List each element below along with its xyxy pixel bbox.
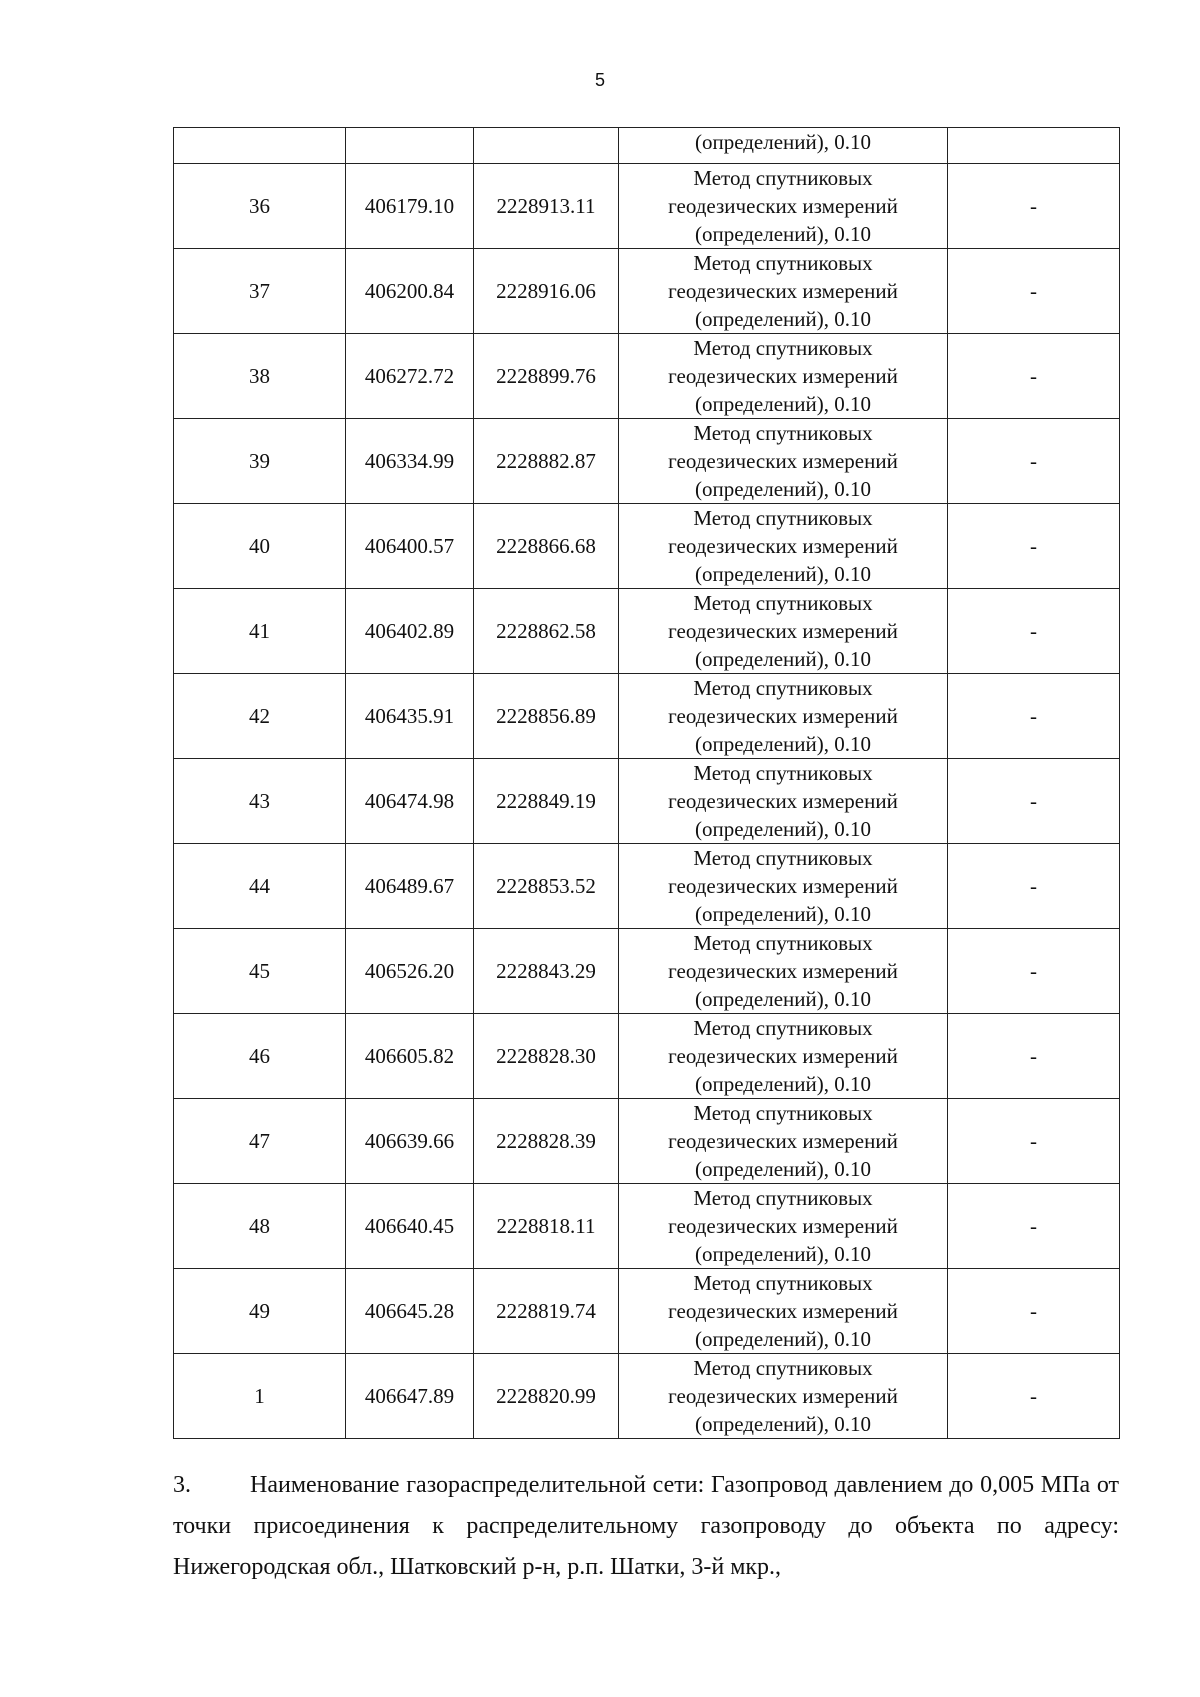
point-number-cell: 43 [174, 759, 346, 844]
description-cell: - [948, 589, 1120, 674]
point-number-cell: 46 [174, 1014, 346, 1099]
table-row [174, 419, 1120, 504]
point-number-cell: 37 [174, 249, 346, 334]
x-coordinate-cell: 406640.45 [346, 1184, 474, 1269]
method-line-2: геодезических измерений [668, 194, 898, 218]
coordinates-table-body [174, 128, 1120, 1439]
y-coordinate-cell: 2228818.11 [474, 1184, 619, 1269]
method-line-1: Метод спутниковых [693, 591, 873, 615]
point-number-cell: 36 [174, 164, 346, 249]
method-line-1: Метод спутниковых [693, 1271, 873, 1295]
method-line-3: (определений), 0.10 [694, 1242, 872, 1266]
method-cell [619, 1184, 948, 1269]
method-line-1: Метод спутниковых [693, 506, 873, 530]
method-line-1: Метод спутниковых [693, 931, 873, 955]
y-coordinate-cell: 2228862.58 [474, 589, 619, 674]
table-row [174, 1354, 1120, 1439]
method-cell [619, 164, 948, 249]
method-cell [619, 419, 948, 504]
table-row [174, 1099, 1120, 1184]
method-cell [619, 504, 948, 589]
x-coordinate-cell: 406435.91 [346, 674, 474, 759]
continuation-x-cell [346, 128, 474, 164]
y-coordinate-cell: 2228843.29 [474, 929, 619, 1014]
method-cell [619, 1099, 948, 1184]
y-coordinate-cell: 2228853.52 [474, 844, 619, 929]
y-coordinate-cell: 2228828.30 [474, 1014, 619, 1099]
description-cell: - [948, 759, 1120, 844]
point-number-cell: 49 [174, 1269, 346, 1354]
method-line-1: Метод спутниковых [693, 421, 873, 445]
method-cell [619, 1354, 948, 1439]
y-coordinate-cell: 2228882.87 [474, 419, 619, 504]
method-cell [619, 1269, 948, 1354]
point-number-cell: 40 [174, 504, 346, 589]
method-line-2: геодезических измерений [668, 1129, 898, 1153]
page-number: 5 [594, 70, 605, 90]
method-cell [619, 929, 948, 1014]
method-line-2: геодезических измерений [668, 789, 898, 813]
method-line-1: Метод спутниковых [693, 846, 873, 870]
method-line-2: геодезических измерений [668, 1214, 898, 1238]
x-coordinate-cell: 406605.82 [346, 1014, 474, 1099]
method-cell [619, 759, 948, 844]
method-line-2: геодезических измерений [668, 619, 898, 643]
method-line-2: геодезических измерений [668, 959, 898, 983]
description-cell: - [948, 164, 1120, 249]
x-coordinate-cell: 406272.72 [346, 334, 474, 419]
x-coordinate-cell: 406334.99 [346, 419, 474, 504]
table-row [174, 249, 1120, 334]
description-cell: - [948, 249, 1120, 334]
method-line-3: (определений), 0.10 [694, 1327, 872, 1351]
table-row [174, 1014, 1120, 1099]
method-line-2: геодезических измерений [668, 1044, 898, 1068]
section-number: 3. [173, 1472, 191, 1498]
y-coordinate-cell: 2228820.99 [474, 1354, 619, 1439]
x-coordinate-cell: 406179.10 [346, 164, 474, 249]
method-line-3: (определений), 0.10 [694, 307, 872, 331]
y-coordinate-cell: 2228916.06 [474, 249, 619, 334]
method-line-3: (определений), 0.10 [694, 1072, 872, 1096]
method-line-1: Метод спутниковых [693, 676, 873, 700]
description-cell: - [948, 674, 1120, 759]
continuation-row [174, 128, 1120, 164]
description-cell: - [948, 1269, 1120, 1354]
x-coordinate-cell: 406526.20 [346, 929, 474, 1014]
x-coordinate-cell: 406474.98 [346, 759, 474, 844]
description-cell: - [948, 504, 1120, 589]
method-cell [619, 1014, 948, 1099]
point-number-cell: 47 [174, 1099, 346, 1184]
method-line-3: (определений), 0.10 [694, 222, 872, 246]
section-text: Наименование газораспределительной сети: Газопровод давлением до 0,005 МПа от точки присоединения к распределительному газопроводу до объекта по адресу: Нижегородская обл., Шатковский р-н, р.п. Шатки, 3-й мкр., [173, 1472, 1119, 1580]
table-row [174, 759, 1120, 844]
method-line-1: Метод спутниковых [693, 1186, 873, 1210]
method-cell [619, 334, 948, 419]
point-number-cell: 41 [174, 589, 346, 674]
point-number-cell: 38 [174, 334, 346, 419]
x-coordinate-cell: 406647.89 [346, 1354, 474, 1439]
point-number-cell: 44 [174, 844, 346, 929]
description-cell: - [948, 1014, 1120, 1099]
method-line-3: (определений), 0.10 [694, 732, 872, 756]
table-row [174, 504, 1120, 589]
table-row [174, 929, 1120, 1014]
method-line-3: (определений), 0.10 [694, 562, 872, 586]
method-line-1: Метод спутниковых [693, 761, 873, 785]
method-line-1: Метод спутниковых [693, 336, 873, 360]
y-coordinate-cell: 2228828.39 [474, 1099, 619, 1184]
method-line-1: Метод спутниковых [693, 1356, 873, 1380]
continuation-y-cell [474, 128, 619, 164]
continuation-desc-cell [948, 128, 1120, 164]
x-coordinate-cell: 406400.57 [346, 504, 474, 589]
description-cell: - [948, 929, 1120, 1014]
x-coordinate-cell: 406639.66 [346, 1099, 474, 1184]
method-cell [619, 249, 948, 334]
method-line-2: геодезических измерений [668, 874, 898, 898]
method-line-3: (определений), 0.10 [694, 817, 872, 841]
y-coordinate-cell: 2228866.68 [474, 504, 619, 589]
section-3 [173, 1465, 1119, 1588]
method-line-3: (определений), 0.10 [694, 392, 872, 416]
table-row [174, 674, 1120, 759]
y-coordinate-cell: 2228899.76 [474, 334, 619, 419]
method-line-2: геодезических измерений [668, 279, 898, 303]
method-line-2: геодезических измерений [668, 1299, 898, 1323]
x-coordinate-cell: 406402.89 [346, 589, 474, 674]
method-cell [619, 844, 948, 929]
method-line-3: (определений), 0.10 [694, 1412, 872, 1436]
table-row [174, 589, 1120, 674]
point-number-cell: 1 [174, 1354, 346, 1439]
method-line-1: Метод спутниковых [693, 251, 873, 275]
table-row [174, 1269, 1120, 1354]
method-line-3: (определений), 0.10 [694, 987, 872, 1011]
point-number-cell: 45 [174, 929, 346, 1014]
description-cell: - [948, 1354, 1120, 1439]
y-coordinate-cell: 2228819.74 [474, 1269, 619, 1354]
method-line-1: Метод спутниковых [693, 1101, 873, 1125]
description-cell: - [948, 1184, 1120, 1269]
y-coordinate-cell: 2228913.11 [474, 164, 619, 249]
method-cell [619, 589, 948, 674]
method-line-2: геодезических измерений [668, 1384, 898, 1408]
x-coordinate-cell: 406645.28 [346, 1269, 474, 1354]
method-line-2: геодезических измерений [668, 364, 898, 388]
description-cell: - [948, 419, 1120, 504]
method-line-2: геодезических измерений [668, 704, 898, 728]
method-line-2: геодезических измерений [668, 534, 898, 558]
table-row [174, 334, 1120, 419]
continuation-method-cell: (определений), 0.10 [619, 128, 948, 164]
description-cell: - [948, 334, 1120, 419]
method-line-3: (определений), 0.10 [694, 1157, 872, 1181]
coordinates-table [173, 127, 1120, 1439]
table-row [174, 844, 1120, 929]
point-number-cell: 48 [174, 1184, 346, 1269]
method-line-1: Метод спутниковых [693, 1016, 873, 1040]
continuation-point-cell [174, 128, 346, 164]
y-coordinate-cell: 2228856.89 [474, 674, 619, 759]
method-line-1: Метод спутниковых [693, 166, 873, 190]
method-line-2: геодезических измерений [668, 449, 898, 473]
method-line-3: (определений), 0.10 [694, 477, 872, 501]
description-cell: - [948, 844, 1120, 929]
table-row [174, 164, 1120, 249]
description-cell: - [948, 1099, 1120, 1184]
table-row [174, 1184, 1120, 1269]
point-number-cell: 42 [174, 674, 346, 759]
x-coordinate-cell: 406489.67 [346, 844, 474, 929]
point-number-cell: 39 [174, 419, 346, 504]
y-coordinate-cell: 2228849.19 [474, 759, 619, 844]
method-line-3: (определений), 0.10 [694, 902, 872, 926]
method-cell [619, 674, 948, 759]
method-line-3: (определений), 0.10 [694, 647, 872, 671]
x-coordinate-cell: 406200.84 [346, 249, 474, 334]
